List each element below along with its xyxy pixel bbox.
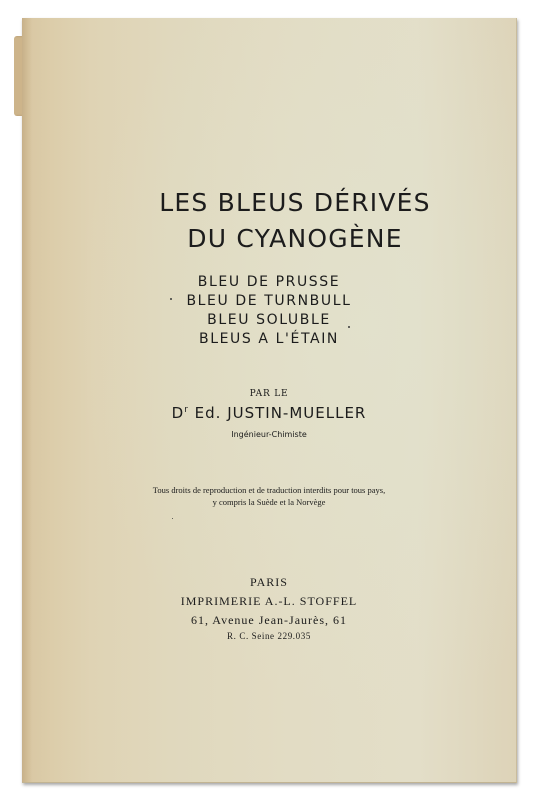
cover-spine bbox=[22, 18, 32, 782]
subtitle-etain: BLEUS A L'ÉTAIN bbox=[199, 331, 339, 347]
subtitle-turnbull: BLEU DE TURNBULL bbox=[186, 293, 352, 309]
subtitle-prusse: BLEU DE PRUSSE bbox=[197, 274, 341, 290]
booklet-cover bbox=[22, 18, 517, 783]
title-line-2: DU CYANOGÈNE bbox=[187, 224, 403, 253]
publisher-city: PARIS bbox=[250, 575, 288, 589]
author-name bbox=[22, 404, 516, 422]
by-label: PAR LE bbox=[249, 389, 289, 399]
subtitle-soluble: BLEU SOLUBLE bbox=[207, 312, 331, 328]
ink-speck bbox=[170, 298, 172, 300]
publisher-address: 61, Avenue Jean-Jaurès, 61 bbox=[190, 613, 348, 627]
author-sup: r bbox=[184, 405, 189, 415]
rights-line-2: y compris la Suède et la Norvège bbox=[212, 497, 326, 507]
publisher-printer: IMPRIMERIE A.-L. STOFFEL bbox=[180, 594, 358, 608]
publisher-registry: R. C. Seine 229.035 bbox=[227, 631, 311, 641]
ink-speck bbox=[172, 518, 173, 519]
author-name-text: Ed. JUSTIN-MUELLER bbox=[188, 404, 367, 422]
title-line-1: LES BLEUS DÉRIVÉS bbox=[159, 188, 431, 217]
ink-speck bbox=[348, 326, 350, 328]
author-prefix: D bbox=[171, 404, 185, 422]
rights-line-1: Tous droits de reproduction et de traduction interdits pour tous pays, bbox=[152, 485, 386, 495]
author-role: Ingénieur-Chimiste bbox=[231, 430, 307, 439]
